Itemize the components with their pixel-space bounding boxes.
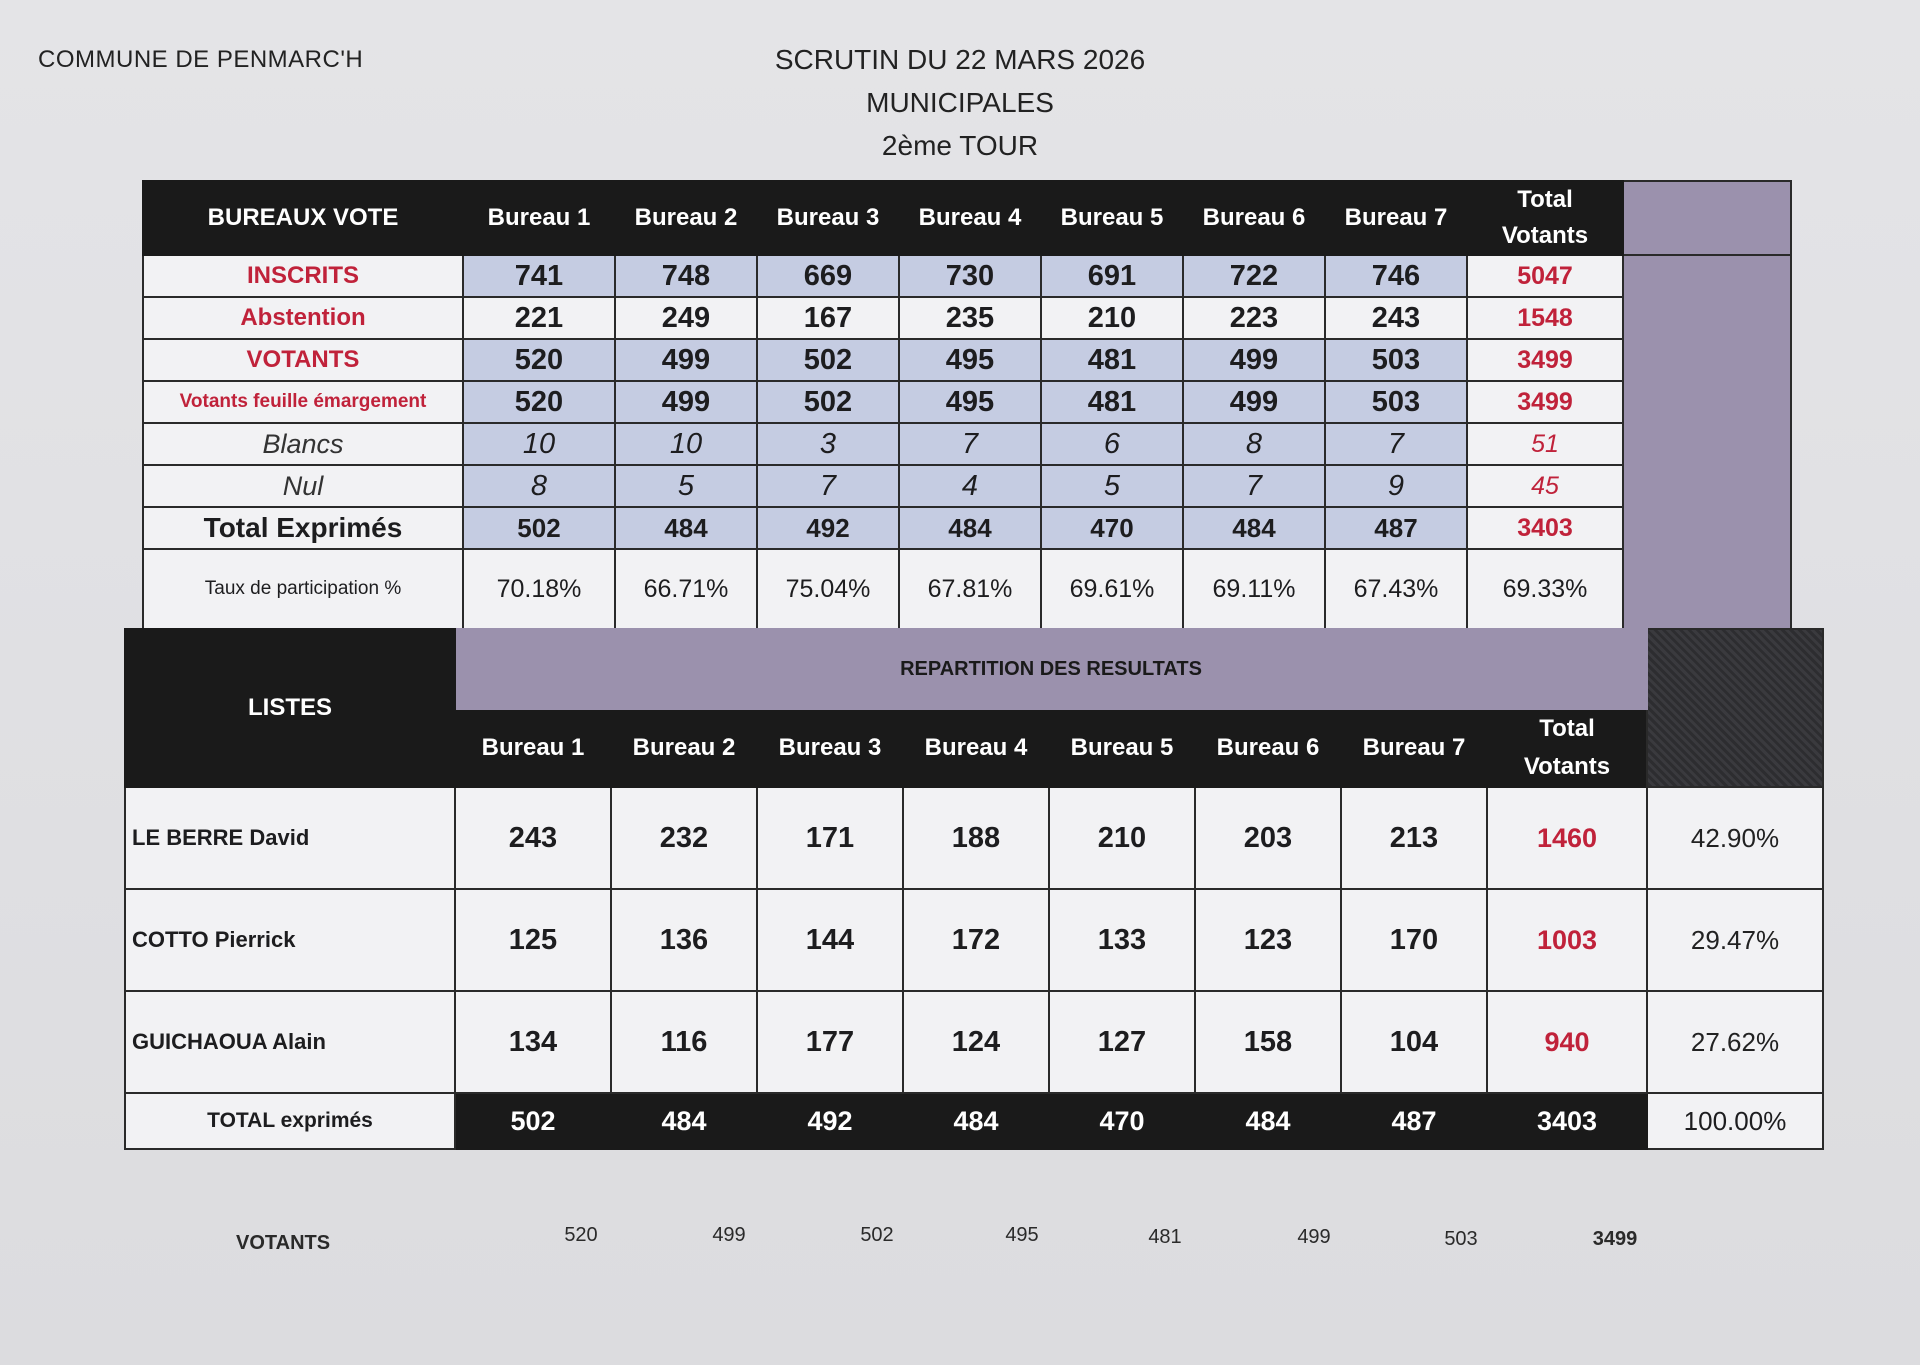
table-row [143,255,1791,297]
header-bureau-5: Bureau 5 [1041,181,1183,255]
cell: 502 [455,1093,611,1149]
votants-footer-value: 502 [860,1224,894,1246]
row-label-blancs: Blancs [143,423,463,465]
row-label-votants-emargement: Votants feuille émargement [143,381,463,423]
cell: 722 [1183,255,1325,297]
cell: 127 [1049,991,1195,1093]
row-label-inscrits: INSCRITS [143,255,463,297]
cell: 172 [903,889,1049,991]
header-listes: LISTES [125,629,455,787]
cell: 210 [1041,297,1183,339]
cell: 213 [1341,787,1487,889]
cell: 484 [615,507,757,549]
header-bureau-2: Bureau 2 [611,709,757,787]
cell: 520 [463,381,615,423]
cell: 249 [615,297,757,339]
cell: 188 [903,787,1049,889]
title-election-type: MUNICIPALES [866,87,1054,118]
cell: 221 [463,297,615,339]
cell: 503 [1325,339,1467,381]
table-row [143,549,1791,629]
candidate-row [125,787,1823,889]
percent-cell: 27.62% [1647,991,1823,1093]
cell: 730 [899,255,1041,297]
cell: 495 [899,339,1041,381]
cell: 487 [1325,507,1467,549]
results-header-row [125,629,1823,709]
cell: 133 [1049,889,1195,991]
cell: 669 [757,255,899,297]
header-side-panel [1623,181,1791,255]
percent-cell: 100.00% [1647,1093,1823,1149]
header-total-line2: Votants [1501,222,1589,249]
title-block [660,38,1260,167]
total-cell: 5047 [1467,255,1623,297]
cell: 502 [463,507,615,549]
votants-footer-value: 520 [564,1224,598,1246]
row-label-total-exprimes: Total Exprimés [143,507,463,549]
cell: 75.04% [757,549,899,629]
cell: 492 [757,507,899,549]
cell: 484 [899,507,1041,549]
header-bureaux-vote: BUREAUX VOTE [143,181,463,255]
cell: 223 [1183,297,1325,339]
header-total-line1: Total [1539,715,1595,742]
row-label-nul: Nul [143,465,463,507]
cell: 124 [903,991,1049,1093]
cell: 499 [615,381,757,423]
cell: 7 [757,465,899,507]
cell: 170 [1341,889,1487,991]
cell: 177 [757,991,903,1093]
votants-footer-value: 481 [1148,1226,1182,1248]
cell: 470 [1041,507,1183,549]
votants-footer-value: 495 [1005,1224,1039,1246]
cell: 171 [757,787,903,889]
participation-table [142,180,1792,630]
cell: 503 [1325,381,1467,423]
candidate-row [125,991,1823,1093]
cell: 481 [1041,339,1183,381]
cell: 70.18% [463,549,615,629]
votants-footer-value: 499 [1297,1226,1331,1248]
total-cell: 3499 [1467,381,1623,423]
header-bureau-4: Bureau 4 [903,709,1049,787]
total-cell: 3403 [1487,1093,1647,1149]
table-row [143,339,1791,381]
header-bureau-3: Bureau 3 [757,709,903,787]
cell: 232 [611,787,757,889]
total-cell: 3499 [1467,339,1623,381]
cell: 499 [1183,339,1325,381]
total-cell: 45 [1467,465,1623,507]
cell: 499 [615,339,757,381]
header-bureau-2: Bureau 2 [615,181,757,255]
cell: 5 [615,465,757,507]
cell: 481 [1041,381,1183,423]
header-total-votants [1467,181,1623,255]
header-bureau-4: Bureau 4 [899,181,1041,255]
cell: 9 [1325,465,1467,507]
table-row [143,297,1791,339]
header-bureau-3: Bureau 3 [757,181,899,255]
total-cell: 940 [1487,991,1647,1093]
total-cell: 1460 [1487,787,1647,889]
cell: 243 [455,787,611,889]
cell: 67.43% [1325,549,1467,629]
votants-footer-total: 3499 [1592,1228,1638,1250]
title-scrutin: SCRUTIN DU 22 MARS 2026 [774,44,1146,75]
header-bureau-1: Bureau 1 [455,709,611,787]
cell: 520 [463,339,615,381]
total-cell: 69.33% [1467,549,1623,629]
row-label-abstention: Abstention [143,297,463,339]
cell: 8 [1183,423,1325,465]
table-row [143,507,1791,549]
header-bureau-1: Bureau 1 [463,181,615,255]
cell: 484 [611,1093,757,1149]
cell: 210 [1049,787,1195,889]
cell: 69.61% [1041,549,1183,629]
candidate-row [125,889,1823,991]
cell: 741 [463,255,615,297]
cell: 502 [757,339,899,381]
header-bureau-7: Bureau 7 [1341,709,1487,787]
cell: 67.81% [899,549,1041,629]
row-label-votants: VOTANTS [143,339,463,381]
table-row [143,423,1791,465]
cell: 243 [1325,297,1467,339]
cell: 10 [615,423,757,465]
banner-repartition: REPARTITION DES RESULTATS [455,629,1647,709]
cell: 3 [757,423,899,465]
results-table [124,628,1824,1150]
cell: 495 [899,381,1041,423]
votants-footer-value: 499 [712,1224,746,1246]
table-row [143,465,1791,507]
cell: 104 [1341,991,1487,1093]
header-bureau-7: Bureau 7 [1325,181,1467,255]
candidate-name: COTTO Pierrick [125,889,455,991]
cell: 484 [1183,507,1325,549]
total-cell: 51 [1467,423,1623,465]
cell: 691 [1041,255,1183,297]
cell: 134 [455,991,611,1093]
candidate-name: GUICHAOUA Alain [125,991,455,1093]
side-panel [1623,255,1791,629]
total-cell: 3403 [1467,507,1623,549]
cell: 6 [1041,423,1183,465]
cell: 502 [757,381,899,423]
cell: 487 [1341,1093,1487,1149]
cell: 144 [757,889,903,991]
candidate-name: LE BERRE David [125,787,455,889]
header-total-line1: Total [1517,186,1573,213]
cell: 203 [1195,787,1341,889]
header-corner [1647,629,1823,787]
header-total-line2: Votants [1523,753,1611,780]
cell: 66.71% [615,549,757,629]
cell: 5 [1041,465,1183,507]
cell: 4 [899,465,1041,507]
cell: 123 [1195,889,1341,991]
cell: 748 [615,255,757,297]
cell: 136 [611,889,757,991]
header-total-votants [1487,709,1647,787]
total-cell: 1003 [1487,889,1647,991]
cell: 7 [1183,465,1325,507]
header-bureau-6: Bureau 6 [1195,709,1341,787]
percent-cell: 42.90% [1647,787,1823,889]
cell: 470 [1049,1093,1195,1149]
votants-footer-label: VOTANTS [236,1232,331,1254]
total-exprimes-row [125,1093,1823,1149]
total-cell: 1548 [1467,297,1623,339]
cell: 10 [463,423,615,465]
cell: 499 [1183,381,1325,423]
cell: 7 [899,423,1041,465]
cell: 235 [899,297,1041,339]
row-label-total-exprimes: TOTAL exprimés [125,1093,455,1149]
votants-footer-row [0,1224,1920,1272]
row-label-taux-participation: Taux de participation % [143,549,463,629]
cell: 492 [757,1093,903,1149]
cell: 8 [463,465,615,507]
header-bureau-5: Bureau 5 [1049,709,1195,787]
cell: 484 [903,1093,1049,1149]
title-round: 2ème TOUR [881,130,1039,161]
cell: 125 [455,889,611,991]
table-row [143,381,1791,423]
cell: 7 [1325,423,1467,465]
votants-footer-value: 503 [1444,1228,1478,1250]
cell: 158 [1195,991,1341,1093]
cell: 69.11% [1183,549,1325,629]
percent-cell: 29.47% [1647,889,1823,991]
cell: 167 [757,297,899,339]
cell: 484 [1195,1093,1341,1149]
commune-name: COMMUNE DE PENMARC'H [38,46,364,73]
cell: 746 [1325,255,1467,297]
cell: 116 [611,991,757,1093]
header-bureau-6: Bureau 6 [1183,181,1325,255]
